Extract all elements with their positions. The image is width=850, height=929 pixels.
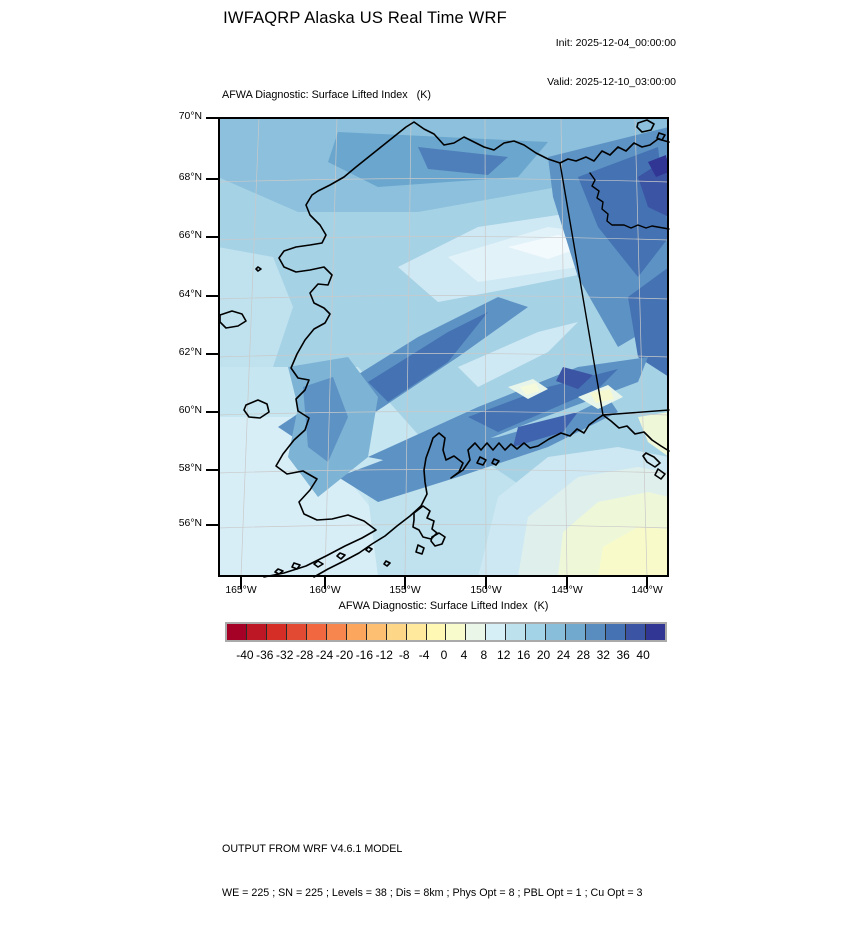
colorbar-tick-label: 40 xyxy=(636,648,650,662)
colorbar-tick-label: -28 xyxy=(295,648,314,662)
colorbar-caption: AFWA Diagnostic: Surface Lifted Index (K) xyxy=(338,600,549,612)
colorbar-cell xyxy=(347,624,367,640)
colorbar-tick-label: 32 xyxy=(596,648,610,662)
lon-tick-label: 140°W xyxy=(631,585,663,596)
lat-tick xyxy=(206,236,218,238)
init-time-label: Init: 2025-12-04_00:00:00 xyxy=(555,37,676,49)
colorbar-tick-label: -8 xyxy=(398,648,410,662)
lat-tick xyxy=(206,295,218,297)
colorbar-tick-label: 36 xyxy=(616,648,630,662)
colorbar-tick-label: 8 xyxy=(480,648,488,662)
lon-tick-label: 150°W xyxy=(470,585,502,596)
lon-tick-label: 155°W xyxy=(389,585,421,596)
colorbar-cell xyxy=(327,624,347,640)
lon-tick-label: 160°W xyxy=(309,585,341,596)
colorbar-cell xyxy=(267,624,287,640)
lat-tick-label: 66°N xyxy=(178,230,202,241)
colorbar-cell xyxy=(387,624,407,640)
colorbar-tick-label: 24 xyxy=(556,648,571,662)
colorbar-cell xyxy=(407,624,427,640)
colorbar-tick-label: 12 xyxy=(497,648,511,662)
colorbar-cell xyxy=(586,624,606,640)
colorbar-cell xyxy=(486,624,506,640)
colorbar-tick-label: -40 xyxy=(236,648,254,662)
page-title: IWFAQRP Alaska US Real Time WRF xyxy=(223,9,507,27)
colorbar-cell xyxy=(307,624,327,640)
footer-line1: OUTPUT FROM WRF V4.6.1 MODEL xyxy=(222,843,403,855)
colorbar-tick-label: -32 xyxy=(276,648,294,662)
lat-tick xyxy=(206,178,218,180)
colorbar-cell xyxy=(446,624,466,640)
colorbar-cell xyxy=(247,624,267,640)
lat-tick xyxy=(206,411,218,413)
footer-line2: WE = 225 ; SN = 225 ; Levels = 38 ; Dis = 8km ; Phys Opt = 8 ; PBL Opt = 1 ; Cu Opt = 3 xyxy=(222,886,643,899)
colorbar-cell xyxy=(566,624,586,640)
lat-tick-label: 64°N xyxy=(178,289,202,300)
colorbar-tick-label: -4 xyxy=(418,648,430,662)
lat-tick-label: 56°N xyxy=(178,518,202,529)
lat-tick xyxy=(206,469,218,471)
colorbar-tick-label: 16 xyxy=(516,648,531,662)
colorbar-cell xyxy=(506,624,526,640)
colorbar-tick-label: -16 xyxy=(355,648,374,662)
colorbar-tick-label: -20 xyxy=(335,648,354,662)
colorbar-cell xyxy=(227,624,247,640)
footer xyxy=(222,813,643,929)
colorbar-cell xyxy=(427,624,447,640)
valid-time-label: Valid: 2025-12-10_03:00:00 xyxy=(547,76,676,88)
lat-tick xyxy=(206,353,218,355)
colorbar-cell xyxy=(526,624,546,640)
lat-tick-label: 58°N xyxy=(178,463,202,474)
model-times xyxy=(430,11,676,115)
colorbar-tick-label: -36 xyxy=(256,648,274,662)
map-panel xyxy=(218,117,669,577)
colorbar-tick-label: 0 xyxy=(440,648,448,662)
lat-tick-label: 70°N xyxy=(178,111,202,122)
lon-tick-label: 165°W xyxy=(225,585,257,596)
colorbar-cell xyxy=(646,624,665,640)
colorbar-tick-label: 20 xyxy=(536,648,551,662)
colorbar-cell xyxy=(466,624,486,640)
field-subtitle: AFWA Diagnostic: Surface Lifted Index (K) xyxy=(222,89,432,101)
lat-tick xyxy=(206,117,218,119)
colorbar-cell xyxy=(287,624,307,640)
colorbar-cell xyxy=(606,624,626,640)
lon-tick-label: 145°W xyxy=(551,585,583,596)
colorbar-cell xyxy=(546,624,566,640)
colorbar xyxy=(225,622,667,642)
colorbar-tick-label: -12 xyxy=(375,648,393,662)
colorbar-tick-label: -24 xyxy=(315,648,334,662)
lat-tick-label: 60°N xyxy=(178,405,202,416)
colorbar-cell xyxy=(626,624,646,640)
lat-tick-label: 68°N xyxy=(178,172,202,183)
colorbar-tick-label: 28 xyxy=(576,648,591,662)
lat-tick xyxy=(206,524,218,526)
colorbar-cell xyxy=(367,624,387,640)
colorbar-tick-label: 4 xyxy=(460,648,468,662)
lat-tick-label: 62°N xyxy=(178,347,202,358)
alaska-map-svg xyxy=(218,117,669,577)
